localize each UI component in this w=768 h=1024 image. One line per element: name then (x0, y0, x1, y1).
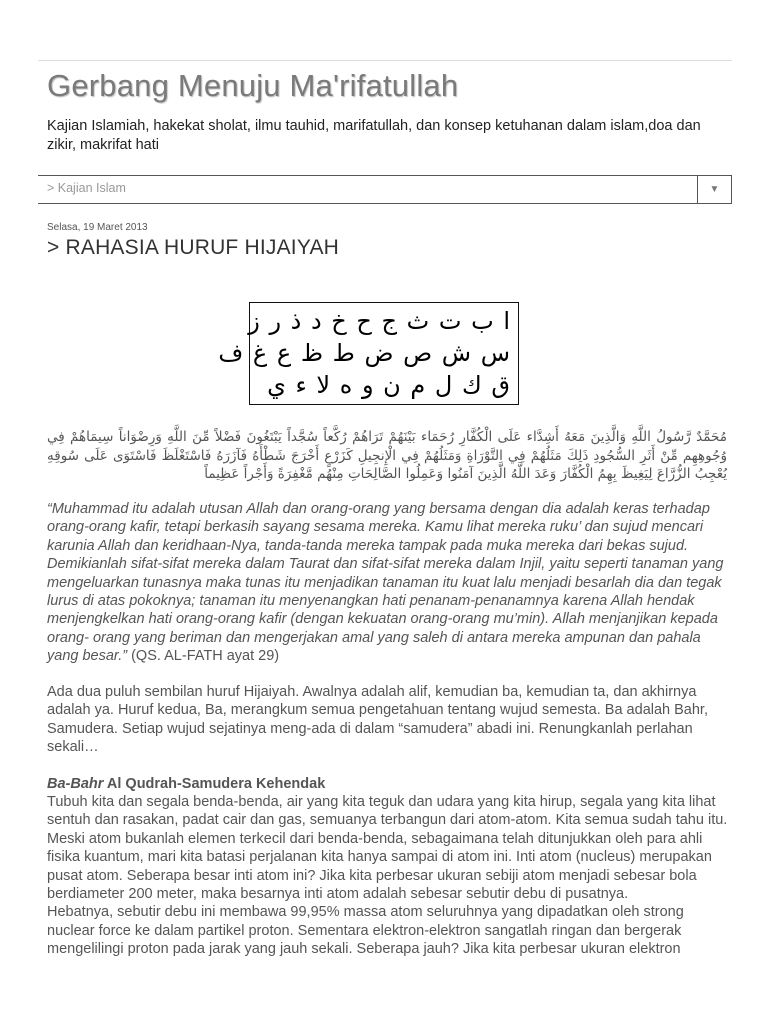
hijaiyah-letters-image (218, 302, 519, 405)
verse-reference: (QS. AL-FATH ayat 29) (127, 648, 280, 665)
blog-description: Kajian Islamiah, hakekat sholat, ilmu tauhid, marifatullah, dan konsep ketuhanan dalam islam,doa dan zikir, makrifat hati (47, 118, 701, 153)
header-divider (38, 60, 732, 61)
hijaiyah-line: ا ب ت ث ج ح خ د ذ ر ز (248, 307, 510, 335)
body-text (47, 793, 733, 959)
post-title: > RAHASIA HURUF HIJAIYAH (47, 236, 340, 259)
hijaiyah-line: ق ك ل م ن و ه لا ء ي (267, 371, 510, 399)
arabic-verse: مُحَمَّدٌ رَّسُولُ اللَّهِ وَالَّذِينَ مَعَهُ أَشِدَّاء عَلَى الْكُفَّارِ رُحَمَاء بَيْنَهُمْ تَرَاهُمْ رُكَّعاً سُجَّداً يَبْتَغُونَ فَضْلاً مِّنَ اللَّهِ وَرِضْوَاناً سِيمَاهُمْ فِي وُجُوهِهِم مِّنْ أَثَرِ السُّجُودِ ذَلِكَ مَثَلُهُمْ فِي التَّوْرَاةِ وَمَثَلُهُمْ فِي الْإِنجِيلِ كَزَرْعٍ أَخْرَجَ شَطْأَهُ فَآزَرَهُ فَاسْتَغْلَظَ فَاسْتَوَى عَلَى سُوقِهِ يُعْجِبُ الزُّرَّاعَ لِيَغِيظَ بِهِمُ الْكُفَّارَ وَعَدَ اللَّهُ الَّذِينَ آمَنُوا وَعَمِلُوا الصَّالِحَاتِ مِنْهُم مَّغْفِرَةً وَأَجْراً عَظِيماً (47, 429, 727, 482)
blog-title-link[interactable]: Gerbang Menuju Ma'rifatullah (47, 68, 459, 103)
section-heading (47, 775, 325, 793)
page-navigation-select[interactable] (38, 175, 732, 204)
section-heading-rest: Al Qudrah-Samudera Kehendak (103, 776, 326, 792)
chevron-down-icon[interactable]: ▼ (697, 176, 731, 203)
post-date: Selasa, 19 Maret 2013 (47, 222, 148, 233)
body-paragraph: Tubuh kita dan segala benda-benda, air yang kita teguk dan udara yang kita hirup, segala yang kita lihat sentuh dan rasakan, padat cair dan gas, semuanya terbangun dari atom-atom. Kita semua sudah tahu itu. Meski atom bukanlah elemen terkecil dari benda-benda, sebagaimana telah ditunjukkan oleh para ahli fisika kuantum, mari kita batasi perjalanan kita hanya sampai di atom ini. Inti atom (nucleus) merupakan pusat atom. Seberapa besar inti atom ini? Jika kita perbesar ukuran sebiji atom menjadi sebesar bola berdiameter 200 meter, maka besarnya inti atom adalah sebesar sebutir debu di pusatnya. (47, 794, 728, 903)
nav-selected-value: > Kajian Islam (47, 181, 126, 195)
section-heading-italic: Ba-Bahr (47, 776, 104, 792)
intro-paragraph: Ada dua puluh sembilan huruf Hijaiyah. Awalnya adalah alif, kemudian ba, kemudian ta, dan akhirnya adalah ya. Huruf kedua, Ba, merangkum semua pengetahuan tentang wujud semesta. Ba adalah Bahr, Samudera. Setiap wujud sejatinya meng-ada di dalam “samudera” abadi ini. Renungkanlah perlahan sekali… (47, 684, 708, 756)
hijaiyah-line: س ش ص ض ط ظ ع غ ف (218, 339, 510, 367)
verse-translation (47, 500, 733, 666)
body-paragraph: Hebatnya, sebutir debu ini membawa 99,95% massa atom seluruhnya yang dipadatkan oleh strong nuclear force ke dalam partikel proton. Sementara elektron-elektron sangatlah ringan dan bergerak mengelilingi proton pada jarak yang jauh sekali. Seberapa jauh? Jika kita perbesar ukuran elektron (47, 904, 684, 958)
translation-quote: “Muhammad itu adalah utusan Allah dan orang-orang yang bersama dengan dia adalah keras terhadap orang-orang kafir, tetapi berkasih sayang sesama mereka. Kamu lihat mereka ruku’ dan sujud mencari karunia Allah dan keridhaan-Nya, tanda-tanda mereka tampak pada muka mereka dari bekas sujud. Demikianlah sifat-sifat mereka dalam Taurat dan sifat-sifat mereka dalam Injil, yaitu seperti tanaman yang mengeluarkan tunasnya maka tunas itu menjadikan tanaman itu kuat lalu menjadi besarlah dia dan tegak lurus di atas pokoknya; tanaman itu menyenangkan hati penanam-penanamnya karena Allah hendak menjengkelkan hati orang-orang kafir (dengan kekuatan orang-orang mu’min). Allah menjanjikan kepada orang- orang yang beriman dan mengerjakan amal yang saleh di antara mereka ampunan dan pahala yang besar.” (47, 501, 724, 665)
